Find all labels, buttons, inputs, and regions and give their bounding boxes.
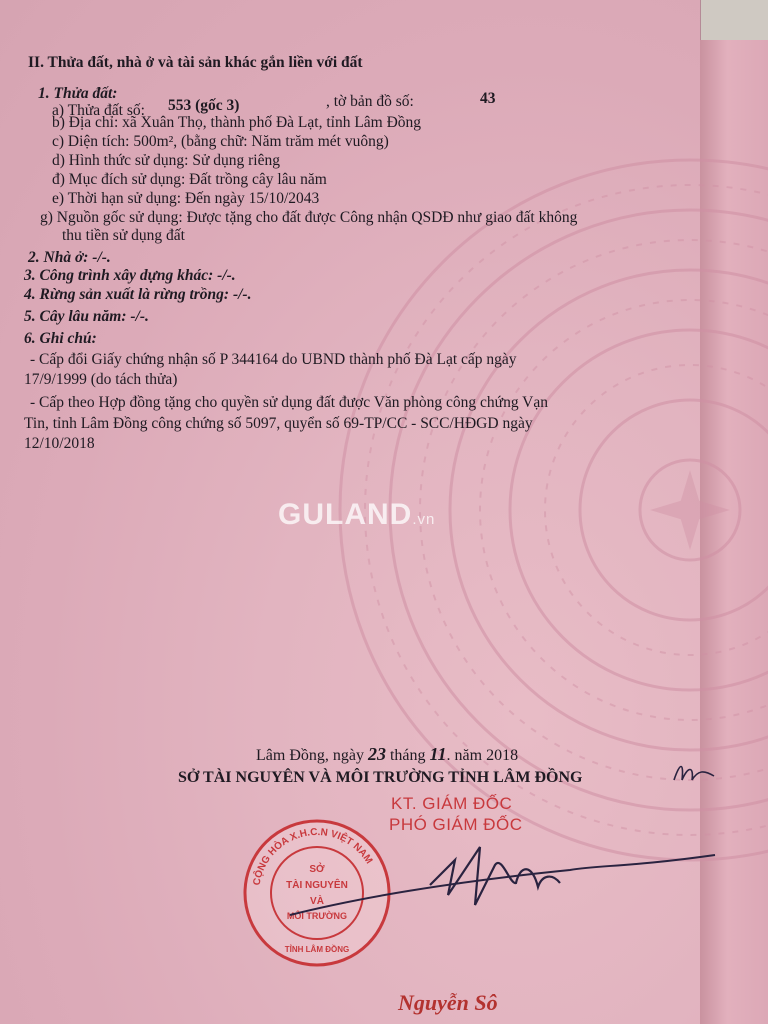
stamp-line-1: SỞ: [309, 864, 325, 875]
note-2-line1: - Cấp theo Hợp đồng tặng cho quyền sử dụng đất được Văn phòng công chứng Vạn: [30, 394, 548, 411]
map-sheet-label: , tờ bản đồ số:: [326, 93, 414, 110]
construction-item: 3. Công trình xây dựng khác: -/-.: [24, 267, 236, 284]
section-title: II. Thửa đất, nhà ở và tài sản khác gắn liền với đất: [28, 54, 363, 71]
issue-month: 11: [429, 744, 447, 764]
authority-name: SỞ TÀI NGUYÊN VÀ MÔI TRƯỜNG TỈNH LÂM ĐỒNG: [178, 769, 583, 786]
issue-date: Lâm Đồng, ngày 23 tháng 11. năm 2018: [256, 744, 519, 764]
issue-day: 23: [367, 744, 386, 764]
stamp-line-2: TÀI NGUYÊN: [286, 880, 348, 891]
note-1-line1: - Cấp đổi Giấy chứng nhận số P 344164 do UBND thành phố Đà Lạt cấp ngày: [30, 351, 517, 368]
notes-heading: 6. Ghi chú:: [24, 330, 97, 347]
parcel-address: b) Địa chỉ: xã Xuân Thọ, thành phố Đà Lạt, tỉnh Lâm Đồng: [52, 114, 422, 131]
parcel-area: c) Diện tích: 500m², (bằng chữ: Năm trăm mét vuông): [52, 133, 389, 150]
guland-watermark: GULAND.vn: [278, 498, 436, 531]
house-item: 2. Nhà ở: -/-.: [28, 249, 111, 266]
stamp-bottom-text: TỈNH LÂM ĐỒNG: [284, 945, 350, 954]
role-kt-giam-doc: KT. GIÁM ĐỐC: [391, 794, 513, 813]
map-sheet-value: 43: [480, 90, 496, 107]
perennial-item: 5. Cây lâu năm: -/-.: [24, 308, 149, 325]
parcel-number-value: 553 (gốc 3): [168, 97, 240, 114]
role-pho-giam-doc: PHÓ GIÁM ĐỐC: [389, 815, 523, 834]
usage-origin-line2: thu tiền sử dụng đất: [62, 227, 185, 244]
note-2-line3: 12/10/2018: [24, 435, 95, 452]
note-2-line2: Tin, tỉnh Lâm Đồng công chứng số 5097, quyển số 69-TP/CC - SCC/HĐGD ngày: [24, 415, 533, 432]
forest-item: 4. Rừng sản xuất là rừng trồng: -/-.: [24, 286, 252, 303]
stamp-line-4: MÔI TRƯỜNG: [286, 911, 348, 921]
usage-purpose: đ) Mục đích sử dụng: Đất trồng cây lâu năm: [52, 171, 327, 188]
initials-scribble: [670, 758, 720, 788]
parcel-heading: 1. Thửa đất:: [38, 85, 118, 102]
signer-name: Nguyễn Sô: [398, 990, 498, 1015]
handwritten-signature: [270, 825, 730, 935]
note-1-line2: 17/9/1999 (do tách thửa): [24, 371, 178, 388]
stamp-ring-text: CỘNG HÒA X.H.C.N VIỆT NAM: [251, 826, 375, 887]
usage-form: d) Hình thức sử dụng: Sử dụng riêng: [52, 152, 280, 169]
usage-origin-line1: g) Nguồn gốc sử dụng: Được tặng cho đất được Công nhận QSDĐ như giao đất không: [40, 209, 578, 226]
parcel-number-label: a) Thửa đất số:: [52, 102, 145, 119]
stamp-line-3: VÀ: [310, 896, 324, 907]
usage-term: e) Thời hạn sử dụng: Đến ngày 15/10/2043: [52, 190, 320, 207]
